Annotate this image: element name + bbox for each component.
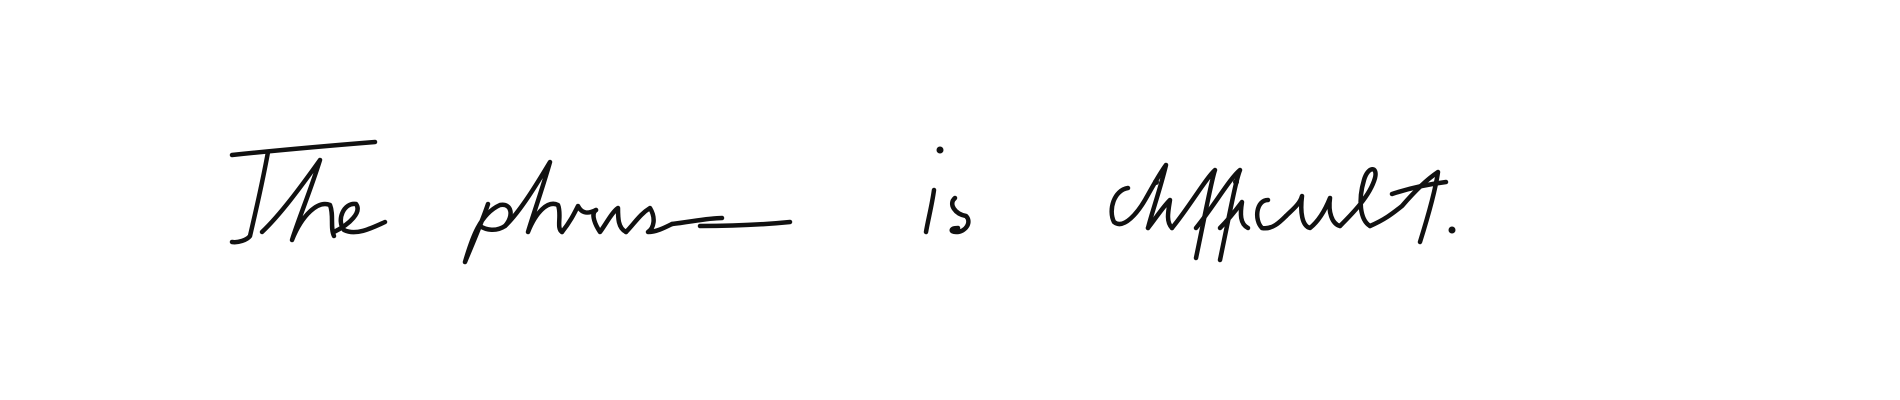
- word-difficult: [1112, 165, 1456, 260]
- word-the: [232, 142, 385, 242]
- word-phrase: [465, 162, 790, 262]
- word-is: [926, 147, 968, 233]
